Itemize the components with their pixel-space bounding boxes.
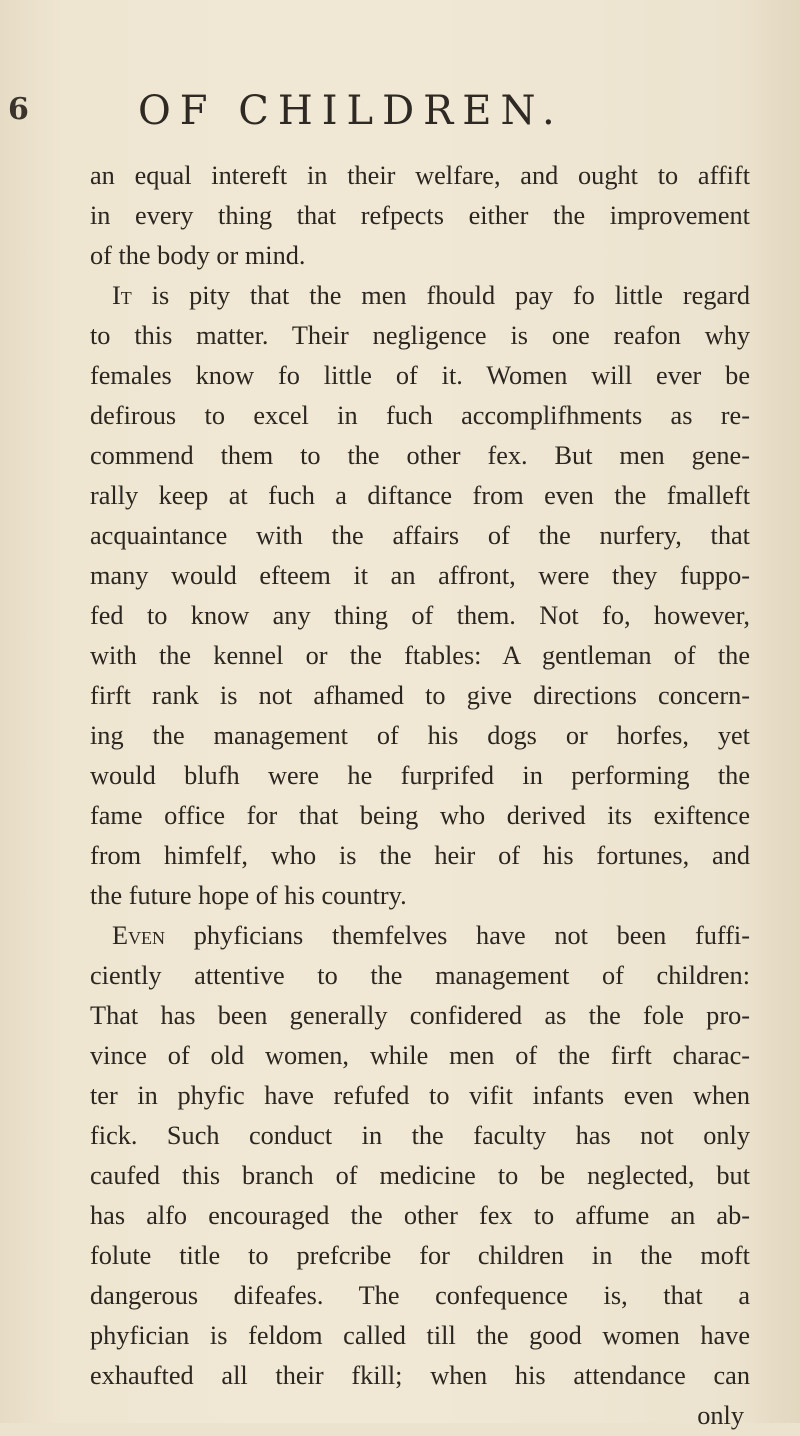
text-line: fed to know any thing of them. Not fo, however,: [90, 601, 750, 630]
text-line: That has been generally confidered as the fole pro-: [90, 1001, 750, 1030]
text-line: dangerous difeafes. The confequence is, that a: [90, 1281, 750, 1310]
text-line: acquaintance with the affairs of the nurfery, that: [90, 521, 750, 550]
line-rest: is pity that the men fhould pay fo little regard: [131, 281, 750, 310]
text-line: rally keep at fuch a diftance from even the fmalleft: [90, 481, 750, 510]
line-rest: phyficians themfelves have not been fuffi-: [165, 921, 750, 950]
text-line: fame office for that being who derived its exiftence: [90, 801, 750, 830]
lead-word: Even: [112, 921, 166, 950]
text-line: with the kennel or the ftables: A gentleman of the: [90, 641, 750, 670]
text-line: to this matter. Their negligence is one reafon why: [90, 321, 750, 350]
paragraph-1: [90, 156, 750, 276]
text-line: an equal intereft in their welfare, and ought to affift: [90, 161, 750, 190]
text-line: in every thing that refpects either the improvement: [90, 201, 750, 230]
text-line: the future hope of his country.: [90, 881, 407, 910]
text-line: [90, 276, 750, 316]
text-line: caufed this branch of medicine to be neglected, but: [90, 1161, 750, 1190]
text-line: vince of old women, while men of the firft charac-: [90, 1041, 750, 1070]
text-line: fick. Such conduct in the faculty has not only: [90, 1121, 750, 1150]
text-line: commend them to the other fex. But men gene-: [90, 441, 750, 470]
page-number: 6: [8, 92, 29, 127]
paragraph-3: [90, 916, 750, 1396]
text-line: folute title to prefcribe for children in the moft: [90, 1241, 750, 1270]
lead-word: It: [112, 281, 132, 310]
text-line: [90, 916, 750, 956]
text-line: has alfo encouraged the other fex to affume an ab-: [90, 1201, 750, 1230]
body-text: [90, 156, 750, 1436]
paragraph-2: [90, 276, 750, 916]
text-line: ing the management of his dogs or horfes, yet: [90, 721, 750, 750]
text-line: would blufh were he furprifed in performing the: [90, 761, 750, 790]
text-line: phyfician is feldom called till the good women have: [90, 1321, 750, 1350]
catchword: only: [697, 1401, 744, 1430]
text-line: females know fo little of it. Women will ever be: [90, 361, 750, 390]
text-line: ter in phyfic have refufed to vifit infants even when: [90, 1081, 750, 1110]
text-line: exhaufted all their fkill; when his attendance can: [90, 1361, 750, 1390]
text-line: from himfelf, who is the heir of his fortunes, and: [90, 841, 750, 870]
running-head: OF CHILDREN.: [138, 88, 564, 134]
text-line: ciently attentive to the management of children:: [90, 961, 750, 990]
text-line: firft rank is not afhamed to give directions concern-: [90, 681, 750, 710]
text-line: many would efteem it an affront, were they fuppo-: [90, 561, 750, 590]
text-line: of the body or mind.: [90, 241, 306, 270]
text-line: defirous to excel in fuch accomplifhments as re-: [90, 401, 750, 430]
